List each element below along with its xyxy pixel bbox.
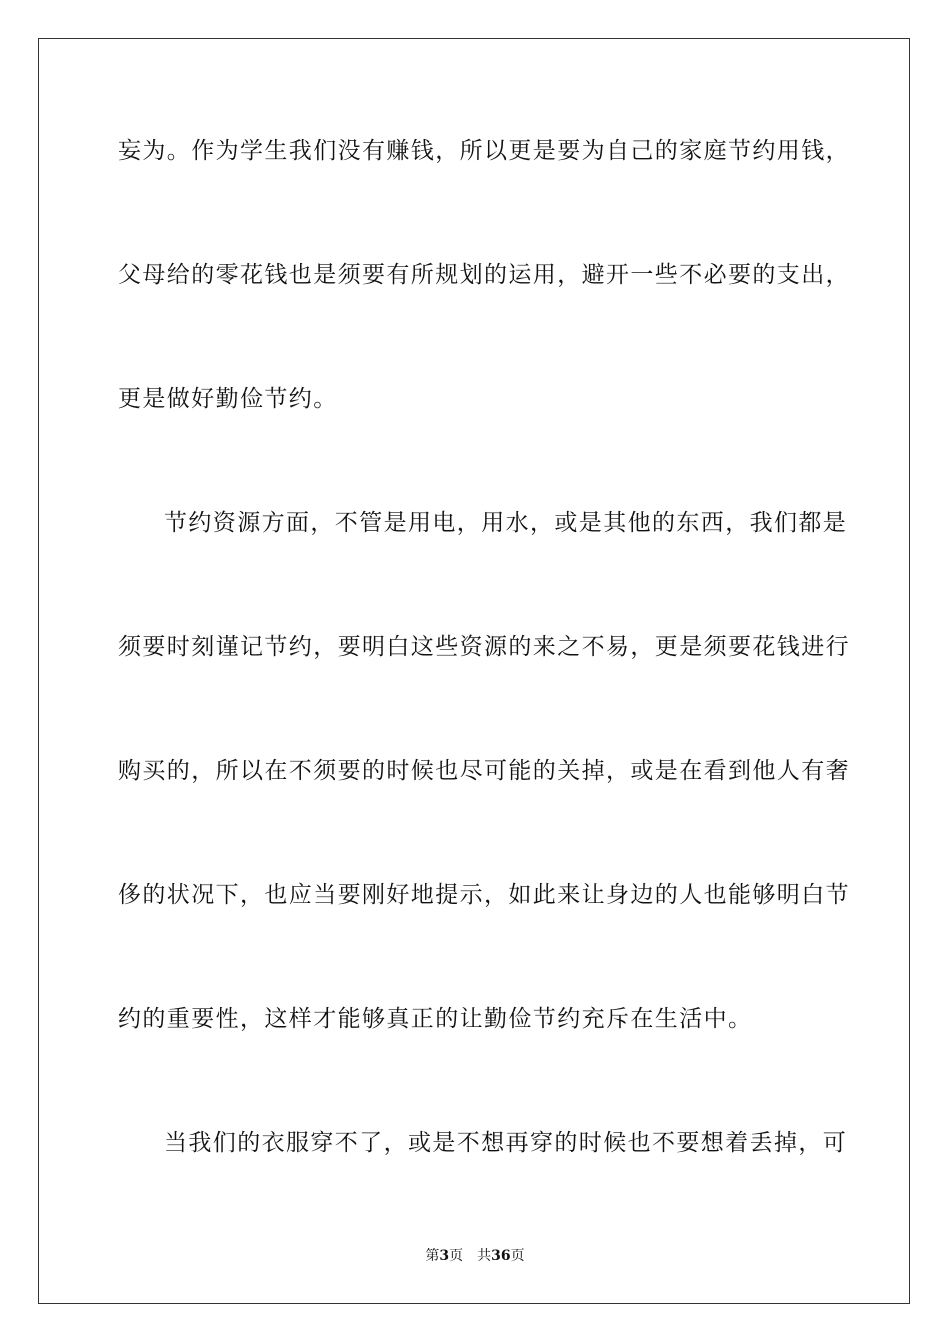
page-footer bbox=[0, 1247, 950, 1265]
page-suffix: 页 bbox=[449, 1248, 464, 1264]
text-line-1: 妄为。作为学生我们没有赚钱，所以更是要为自己的家庭节约用钱， bbox=[118, 138, 850, 164]
text-line-3: 更是做好勤俭节约。 bbox=[118, 386, 338, 412]
total-pages: 36 bbox=[491, 1248, 511, 1264]
text-line-5: 须要时刻谨记节约，要明白这些资源的来之不易，更是须要花钱进行 bbox=[118, 634, 850, 660]
page-prefix: 第 bbox=[425, 1248, 440, 1264]
text-line-8: 约的重要性，这样才能够真正的让勤俭节约充斥在生活中。 bbox=[118, 1006, 753, 1032]
total-suffix: 页 bbox=[510, 1248, 525, 1264]
paragraph-start-line-4: 节约资源方面，不管是用电，用水，或是其他的东西，我们都是 bbox=[164, 510, 848, 536]
total-prefix: 共 bbox=[477, 1248, 492, 1264]
text-line-2: 父母给的零花钱也是须要有所规划的运用，避开一些不必要的支出， bbox=[118, 262, 850, 288]
text-line-7: 侈的状况下，也应当要刚好地提示，如此来让身边的人也能够明白节 bbox=[118, 882, 850, 908]
paragraph-start-line-9: 当我们的衣服穿不了，或是不想再穿的时候也不要想着丢掉，可 bbox=[164, 1130, 848, 1156]
text-line-6: 购买的，所以在不须要的时候也尽可能的关掉，或是在看到他人有奢 bbox=[118, 758, 850, 784]
page-border bbox=[38, 38, 910, 1304]
page-number: 3 bbox=[439, 1248, 450, 1264]
